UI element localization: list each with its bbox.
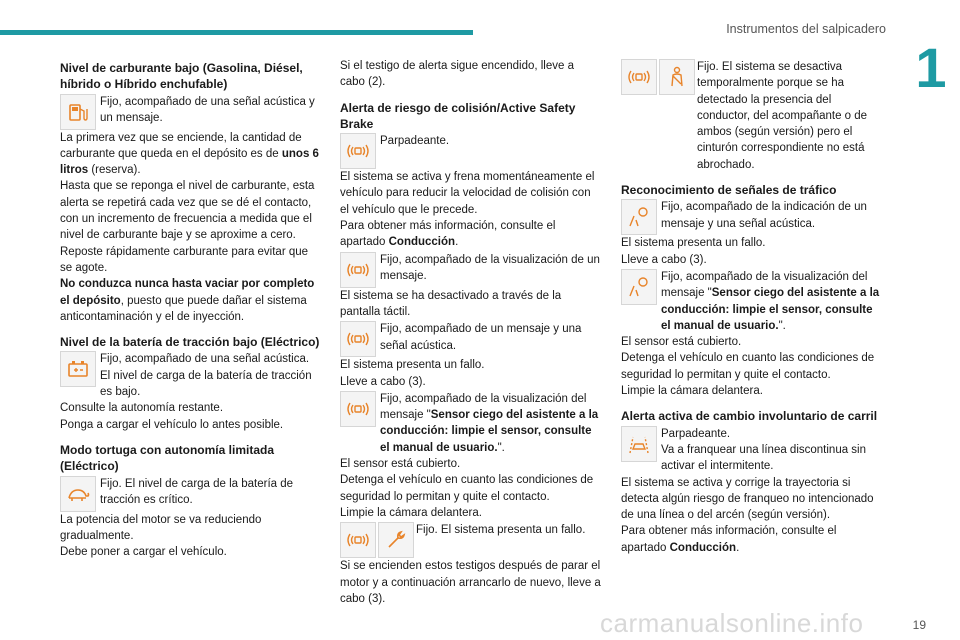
paragraph: Lleve a cabo (3). xyxy=(621,253,707,266)
indicator-description: Fijo, acompañado de la indicación de un mensaje y una señal acústica. xyxy=(661,201,867,230)
turtle-icon xyxy=(60,476,96,512)
collision-alert-icon xyxy=(621,59,657,95)
indicator-description: Fijo, acompañado de la visualización del mensaje "Sensor ciego del asistente a la conducción: limpie el sensor, consulte el manual de usuario.". xyxy=(661,270,880,332)
section-title-fuel: Nivel de carburante bajo (Gasolina, Diésel, híbrido o Híbrido enchufable) xyxy=(60,61,303,92)
column-2 xyxy=(340,58,602,607)
wrench-icon xyxy=(378,522,414,558)
indicator-row-turtle xyxy=(60,476,322,512)
header-accent-bar xyxy=(0,30,473,35)
paragraph: El sensor está cubierto. xyxy=(621,336,742,349)
watermark: carmanualsonline.info xyxy=(600,608,864,638)
paragraph: El sensor está cubierto. xyxy=(340,458,461,471)
paragraph: Debe poner a cargar el vehículo. xyxy=(60,546,227,559)
collision-alert-icon xyxy=(340,522,376,558)
indicator-description: Fijo. El sistema presenta un fallo. xyxy=(416,524,586,537)
paragraph: El sistema presenta un fallo. xyxy=(621,237,766,250)
collision-alert-icon xyxy=(340,252,376,288)
seatbelt-passenger-icon xyxy=(659,59,695,95)
paragraph: El sistema se activa y frena momentáneamente el vehículo para reducir la velocidad de colisión con el vehículo que le precede. xyxy=(340,171,595,216)
indicator-description: Fijo, acompañado de una señal acústica y un mensaje. xyxy=(100,95,315,124)
paragraph: No conduzca nunca hasta vaciar por completo el depósito, puesto que puede dañar el sistema anticontaminación y el de inyección. xyxy=(60,278,315,323)
paragraph: El sistema se ha desactivado a través de la pantalla táctil. xyxy=(340,289,562,318)
indicator-row-collision xyxy=(340,133,602,169)
section-title-collision: Alerta de riesgo de colisión/Active Safety Brake xyxy=(340,100,576,131)
fuel-pump-icon xyxy=(60,94,96,130)
indicator-row-collision-3 xyxy=(340,321,602,357)
indicator-row-lane xyxy=(621,426,883,475)
paragraph: Para obtener más información, consulte el apartado Conducción. xyxy=(340,220,556,249)
paragraph: Para obtener más información, consulte el apartado Conducción. xyxy=(621,525,837,554)
indicator-row-battery xyxy=(60,351,322,400)
indicator-row-sign-2 xyxy=(621,269,883,334)
paragraph: Ponga a cargar el vehículo lo antes posible. xyxy=(60,418,284,431)
paragraph: La potencia del motor se va reduciendo gradualmente. xyxy=(60,513,262,542)
section-title-sign: Reconocimiento de señales de tráfico xyxy=(621,183,837,198)
indicator-description: Parpadeante. Va a franquear una línea discontinua sin activar el intermitente. xyxy=(661,427,867,473)
indicator-description: Fijo. El sistema se desactiva temporalmente porque se ha detectado la presencia del conductor, del acompañante o de ambos (según versión) pero el cinturón correspondiente no está abrochado. xyxy=(697,61,868,171)
paragraph: Detenga el vehículo en cuanto las condiciones de seguridad lo permitan y quite el contacto. xyxy=(621,352,875,381)
indicator-row-collision-2 xyxy=(340,252,602,288)
paragraph: Si se encienden estos testigos después de parar el motor y a continuación arrancarlo de nuevo, lleve a cabo (3). xyxy=(340,560,601,605)
chapter-number: 1 xyxy=(902,32,960,104)
paragraph: El sistema se activa y corrige la trayectoria si detecta algún riesgo de franqueo no intencionado de una línea o del arcén (según versión). xyxy=(621,476,874,522)
section-title-battery: Nivel de la batería de tracción bajo (Eléctrico) xyxy=(60,335,320,350)
indicator-description: Fijo, acompañado de la visualización de un mensaje. xyxy=(380,253,600,282)
paragraph: La primera vez que se enciende, la cantidad de carburante que queda en el depósito es de unos 6 litros (reserva). xyxy=(60,131,319,177)
indicator-description: Fijo. El nivel de carga de la batería de tracción es crítico. xyxy=(100,477,294,506)
collision-alert-icon xyxy=(340,391,376,427)
paragraph: Reposte rápidamente carburante para evitar que se agote. xyxy=(60,245,309,274)
indicator-row-sign xyxy=(621,199,883,235)
indicator-description: Fijo, acompañado de la visualización del mensaje "Sensor ciego del asistente a la conducción: limpie el sensor, consulte el manual de usuario.". xyxy=(380,392,599,454)
section-title-turtle: Modo tortuga con autonomía limitada (Eléctrico) xyxy=(60,442,274,474)
indicator-row-collision-5 xyxy=(340,522,602,558)
paragraph: Si el testigo de alerta sigue encendido, lleve a cabo (2). xyxy=(340,60,574,89)
paragraph: Lleve a cabo (3). xyxy=(340,375,426,388)
paragraph: Detenga el vehículo en cuanto las condiciones de seguridad lo permitan y quite el contacto. xyxy=(340,474,594,503)
collision-alert-icon xyxy=(340,133,376,169)
indicator-row-collision-4 xyxy=(340,391,602,456)
paragraph: El sistema presenta un fallo. xyxy=(340,359,485,372)
indicator-row-seatbelt xyxy=(621,59,883,173)
paragraph: Consulte la autonomía restante. xyxy=(60,402,224,415)
section-title-lane: Alerta activa de cambio involuntario de carril xyxy=(621,409,878,424)
paragraph: Limpie la cámara delantera. xyxy=(340,506,482,519)
collision-alert-icon xyxy=(340,321,376,357)
column-3 xyxy=(621,58,883,556)
indicator-description: Fijo, acompañado de un mensaje y una señal acústica. xyxy=(380,323,582,352)
indicator-description: Fijo, acompañado de una señal acústica. El nivel de carga de la batería de tracción es bajo. xyxy=(100,353,312,399)
traffic-sign-recognition-icon xyxy=(621,269,657,305)
lane-departure-icon xyxy=(621,426,657,462)
column-1 xyxy=(60,58,322,560)
indicator-row-fuel xyxy=(60,94,322,130)
page-number: 19 xyxy=(912,618,926,632)
traction-battery-icon xyxy=(60,351,96,387)
paragraph: Hasta que se reponga el nivel de carburante, esta alerta se repetirá cada vez que se dé el contacto, con un incremento de frecuencia a medida que el nivel de carburante baje y se aproxime a cero. xyxy=(60,180,315,242)
indicator-description: Parpadeante. xyxy=(380,135,450,148)
traffic-sign-recognition-icon xyxy=(621,199,657,235)
page-header-title: Instrumentos del salpicadero xyxy=(726,22,886,36)
paragraph: Limpie la cámara delantera. xyxy=(621,385,763,398)
